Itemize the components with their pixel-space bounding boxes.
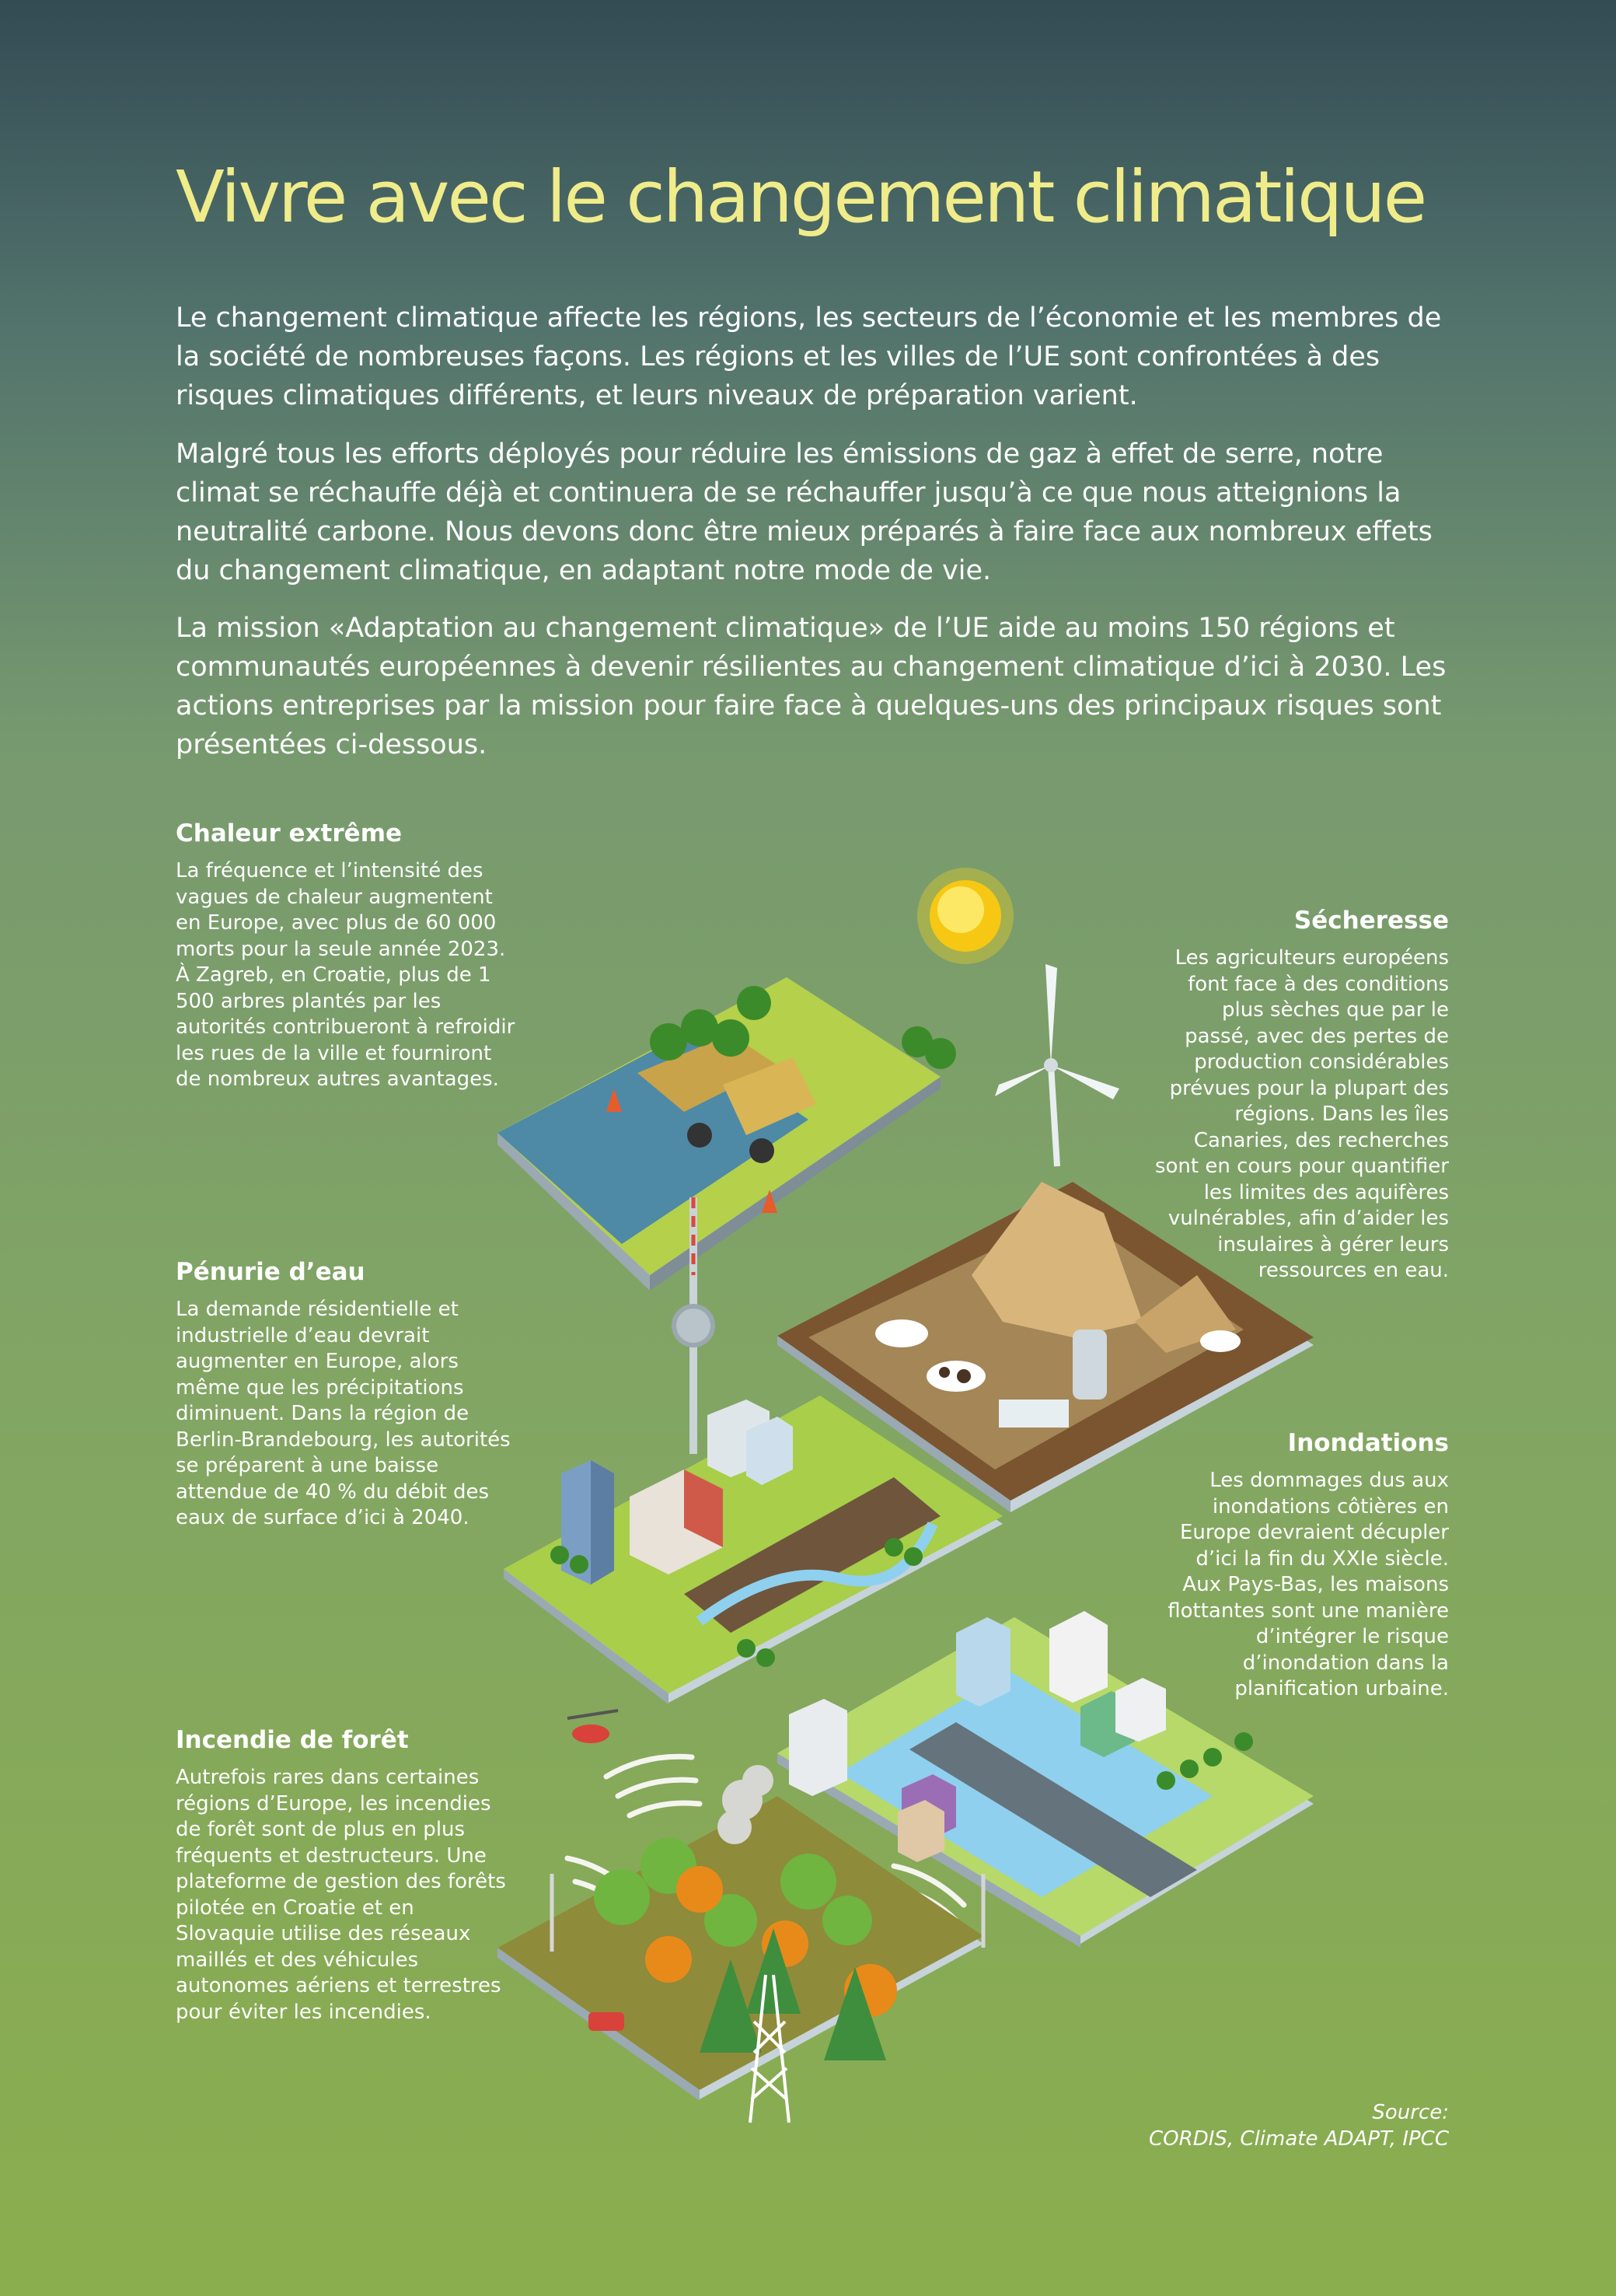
water-title: Pénurie d’eau: [176, 1258, 365, 1286]
intro-paragraph-2: Malgré tous les efforts déployés pour réduire les émissions de gaz à effet de serre, notre climat se réchauffe déjà et continuera de se réchauffer jusqu’à ce que nous atteignions la neutralité carbone. Nous devons donc être mieux préparés à faire face aux nombreux effets du changement climatique, en adaptant notre mode de vie.: [176, 439, 1433, 586]
source-note: [1149, 2099, 1449, 2152]
page-title: Vivre avec le changement climatique: [176, 156, 1426, 239]
wildfire-text: Autrefois rares dans certaines régions d’Europe, les incendies de forêt sont de plus en plus fréquents et destructeurs. Une plateforme de gestion des forêts pilotée en Croatie et en Slovaquie utilise des réseaux maillés et des véhicules autonomes aériens et terrestres pour éviter les incendies.: [176, 1766, 506, 2024]
source-text: CORDIS, Climate ADAPT, IPCC: [1149, 2127, 1449, 2151]
drought-text: Les agriculteurs européens font face à des conditions plus sèches que par le passé, avec des pertes de production considérables prévues pour la plupart des régions. Dans les îles Canaries, des recherches sont en cours pour quantifier les limites des aquifères vulnérables, afin d’aider les insulaires à gérer leurs ressources en eau.: [1154, 946, 1449, 1282]
intro-paragraph-1: Le changement climatique affecte les régions, les secteurs de l’économie et les membres de la société de nombreuses façons. Les régions et les villes de l’UE sont confrontées à des risques climatiques différents, et leurs niveaux de préparation varient.: [176, 302, 1442, 411]
floods-text: Les dommages dus aux inondations côtières en Europe devraient décupler d’ici la fin du XXIe siècle. Aux Pays-Bas, les maisons flottantes sont une manière d’intégrer le risque d’inondation dans la planification urbaine.: [1167, 1469, 1449, 1700]
floods-title: Inondations: [1287, 1429, 1449, 1457]
wildfire-title: Incendie de forêt: [176, 1726, 409, 1754]
drought-title: Sécheresse: [1293, 907, 1449, 935]
sun-icon: [917, 868, 1014, 964]
wind-turbine-icon: [995, 964, 1119, 1166]
water-text: La demande résidentielle et industrielle d’eau devrait augmenter en Europe, alors même que les précipitations diminuent. Dans la région de Berlin-Brandebourg, les autorités se préparent à une baisse attendue de 40 % du débit des eaux de surface d’ici à 2040.: [176, 1298, 511, 1529]
heat-tile: [497, 977, 956, 1291]
helicopter-icon: [567, 1711, 618, 1743]
source-label: Source:: [1372, 2101, 1449, 2124]
heat-text: La fréquence et l’intensité des vagues de chaleur augmentent en Europe, avec plus de 60 000 morts pour la seule année 2023. À Zagreb, en Croatie, plus de 1 500 arbres plantés par les autorités contribueront à refroidir les rues de la ville et fourniront de nombreux autres avantages.: [176, 859, 515, 1091]
intro-paragraph-3: La mission «Adaptation au changement climatique» de l’UE aide au moins 150 régions et communautés européennes à devenir résilientes au changement climatique d’ici à 2030. Les actions entreprises par la mission pour faire face à quelques-uns des principaux risques sont présentées ci-dessous.: [176, 613, 1447, 760]
heat-title: Chaleur extrême: [176, 820, 403, 847]
